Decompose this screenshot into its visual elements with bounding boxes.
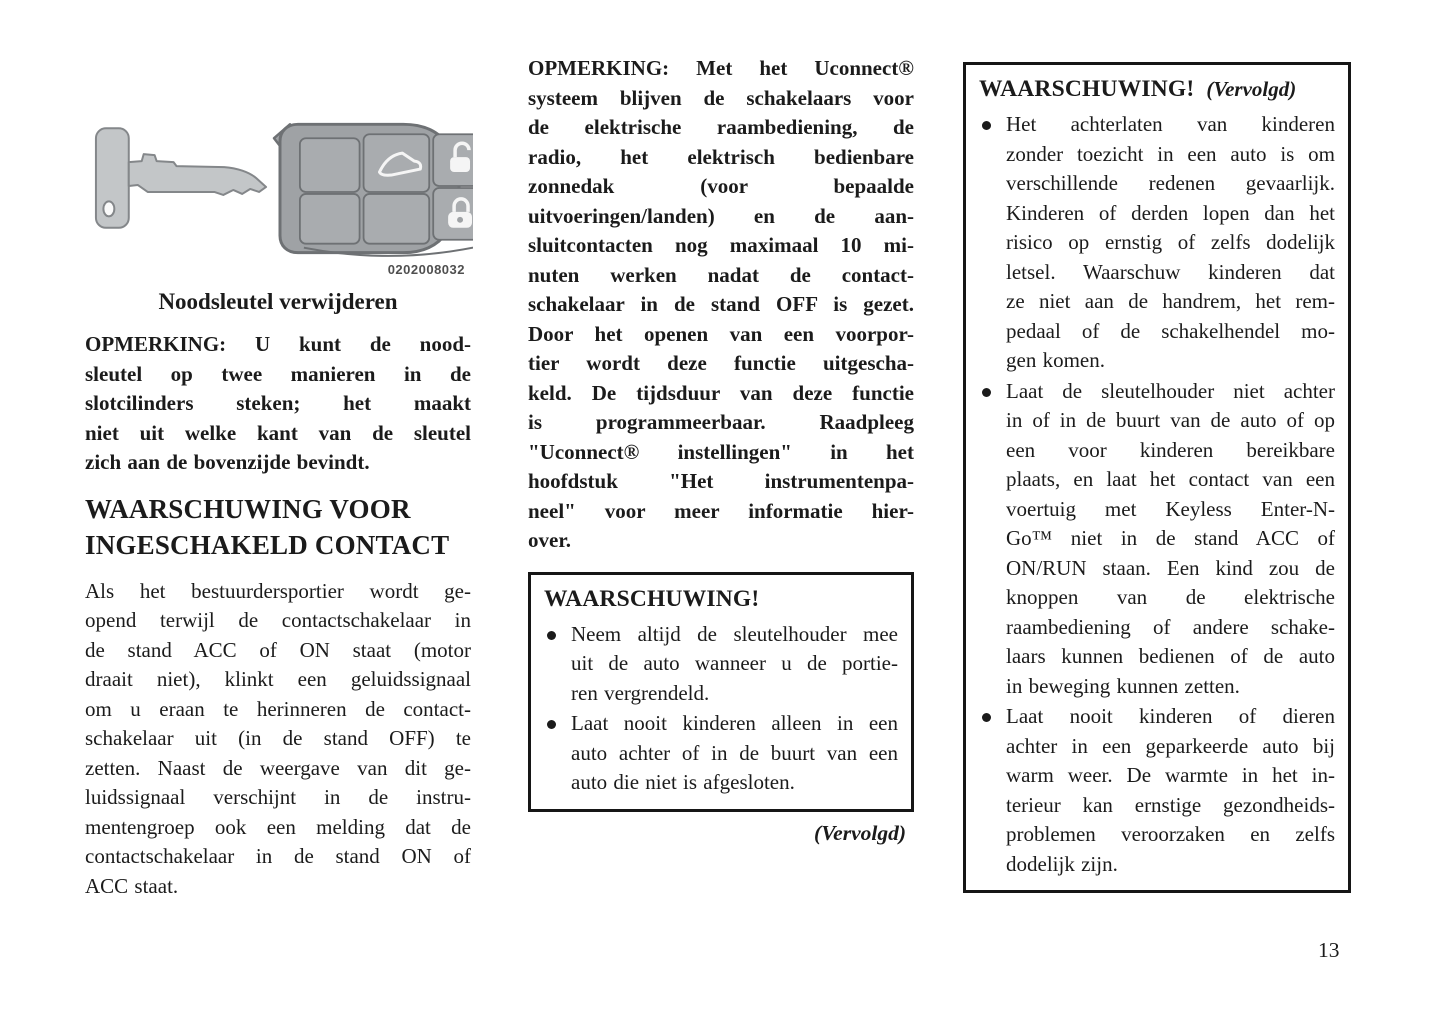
emergency-key (96, 128, 266, 227)
key-fob-figure (85, 108, 471, 260)
note-paragraph-middle: OPMERKING: Met het Uconnect® systeem blijven de schakelaars voor de elektrische raambediening, de radio, het elektrisch bedienbare zonnedak (voor bepaalde uitvoeringen/landen) en de aan- sluitcontacten nog maximaal 10 mi- nuten werken nadat de contact- schakelaar in de stand OFF is gezet. Door het openen van een voorpor- tier wordt deze functie uitgescha- keld. De tijdsduur van deze functie is programmeerbaar. Raadpleeg "Uconnect® instellingen" in het hoofdstuk "Het instrumentenpa- neel" voor meer informatie hier- over. (528, 56, 914, 552)
right-column (963, 0, 1351, 893)
continued-label: (Vervolgd) (814, 820, 906, 845)
bullet-dot (979, 377, 1006, 702)
figure-title: Noodsleutel verwijderen (158, 289, 398, 314)
section-heading: WAARSCHUWING VOOR INGESCHAKELD CONTACT (85, 493, 450, 560)
page-number: 13 (1318, 938, 1340, 962)
bullet-dot (979, 110, 1006, 376)
warning-bullet: Laat nooit kinderen alleen in een auto achter of in de buurt van een auto die niet is afgesloten. (544, 709, 898, 798)
figure-code: 0202008032 (387, 262, 465, 277)
left-column (85, 0, 471, 901)
warning-bullet: Laat de sleutelhouder niet achter in of in de buurt van de auto of op een voor kinderen bereikbare plaats, en laat het contact van een voertuig met Keyless Enter-N- Go™ niet in de stand ACC of ON/RUN staan. Een kind zou de knoppen van de elektrische raambediening of andere schake- laars kunnen bedienen of de auto in beweging kunnen zetten. (979, 377, 1335, 702)
bullet-dot (544, 620, 571, 709)
warning-title-row (979, 73, 1335, 108)
bullet-dot (544, 709, 571, 798)
warning-box-middle (528, 572, 914, 812)
body-paragraph: Als het bestuurdersportier wordt ge- opend terwijl de contactschakelaar in de stand ACC of ON staat (motor draait niet), klinkt een geluidssignaal om u eraan te herinneren de contact- schakelaar uit (in de stand OFF) te zetten. Naast de weergave van dit ge- luidssignaal verschijnt in de instru- mentengroep ook een melding dat de contactschakelaar in de stand ON of ACC staat. (85, 578, 471, 898)
keyring-hole (103, 201, 114, 216)
warning-title-row (544, 583, 898, 618)
continued-inline-label: (Vervolgd) (1206, 77, 1297, 101)
warning-title: WAARSCHUWING! (979, 76, 1195, 102)
warning-title: WAARSCHUWING! (544, 585, 760, 612)
warning-bullet: Het achterlaten van kinderen zonder toezicht in een auto is om verschillende redenen gevaarlijk. Kinderen of derden lopen dan het risico op ernstig of zelfs dodelijk letsel. Waarschuw kinderen dat ze niet aan de handrem, het rem- pedaal of de schakelhendel mo- gen komen. (979, 110, 1335, 376)
fob-button-blank-top (300, 138, 360, 192)
fob-button-blank-bottom (300, 194, 360, 244)
warning-box-right (963, 62, 1351, 893)
warning-bullet: Laat nooit kinderen of dieren achter in een geparkeerde auto bij warm weer. De warmte in het in- terieur kan ernstige gezondheids- problemen veroorzaken en zelfs dodelijk zijn. (979, 702, 1335, 879)
key-and-fob-illustration (85, 108, 473, 260)
middle-column (528, 0, 914, 846)
note-paragraph-left: OPMERKING: U kunt de nood- sleutel op twee manieren in de slotcilinders steken; het maakt niet uit welke kant van de sleutel zich aan de bovenzijde bevindt. (85, 332, 471, 474)
key-blade (129, 154, 266, 195)
fob-button-blank-mid (364, 194, 430, 244)
warning-bullet: Neem altijd de sleutelhouder mee uit de auto wanneer u de portie- ren vergrendeld. (544, 620, 898, 709)
key-fob (274, 124, 473, 256)
bullet-dot (979, 702, 1006, 879)
